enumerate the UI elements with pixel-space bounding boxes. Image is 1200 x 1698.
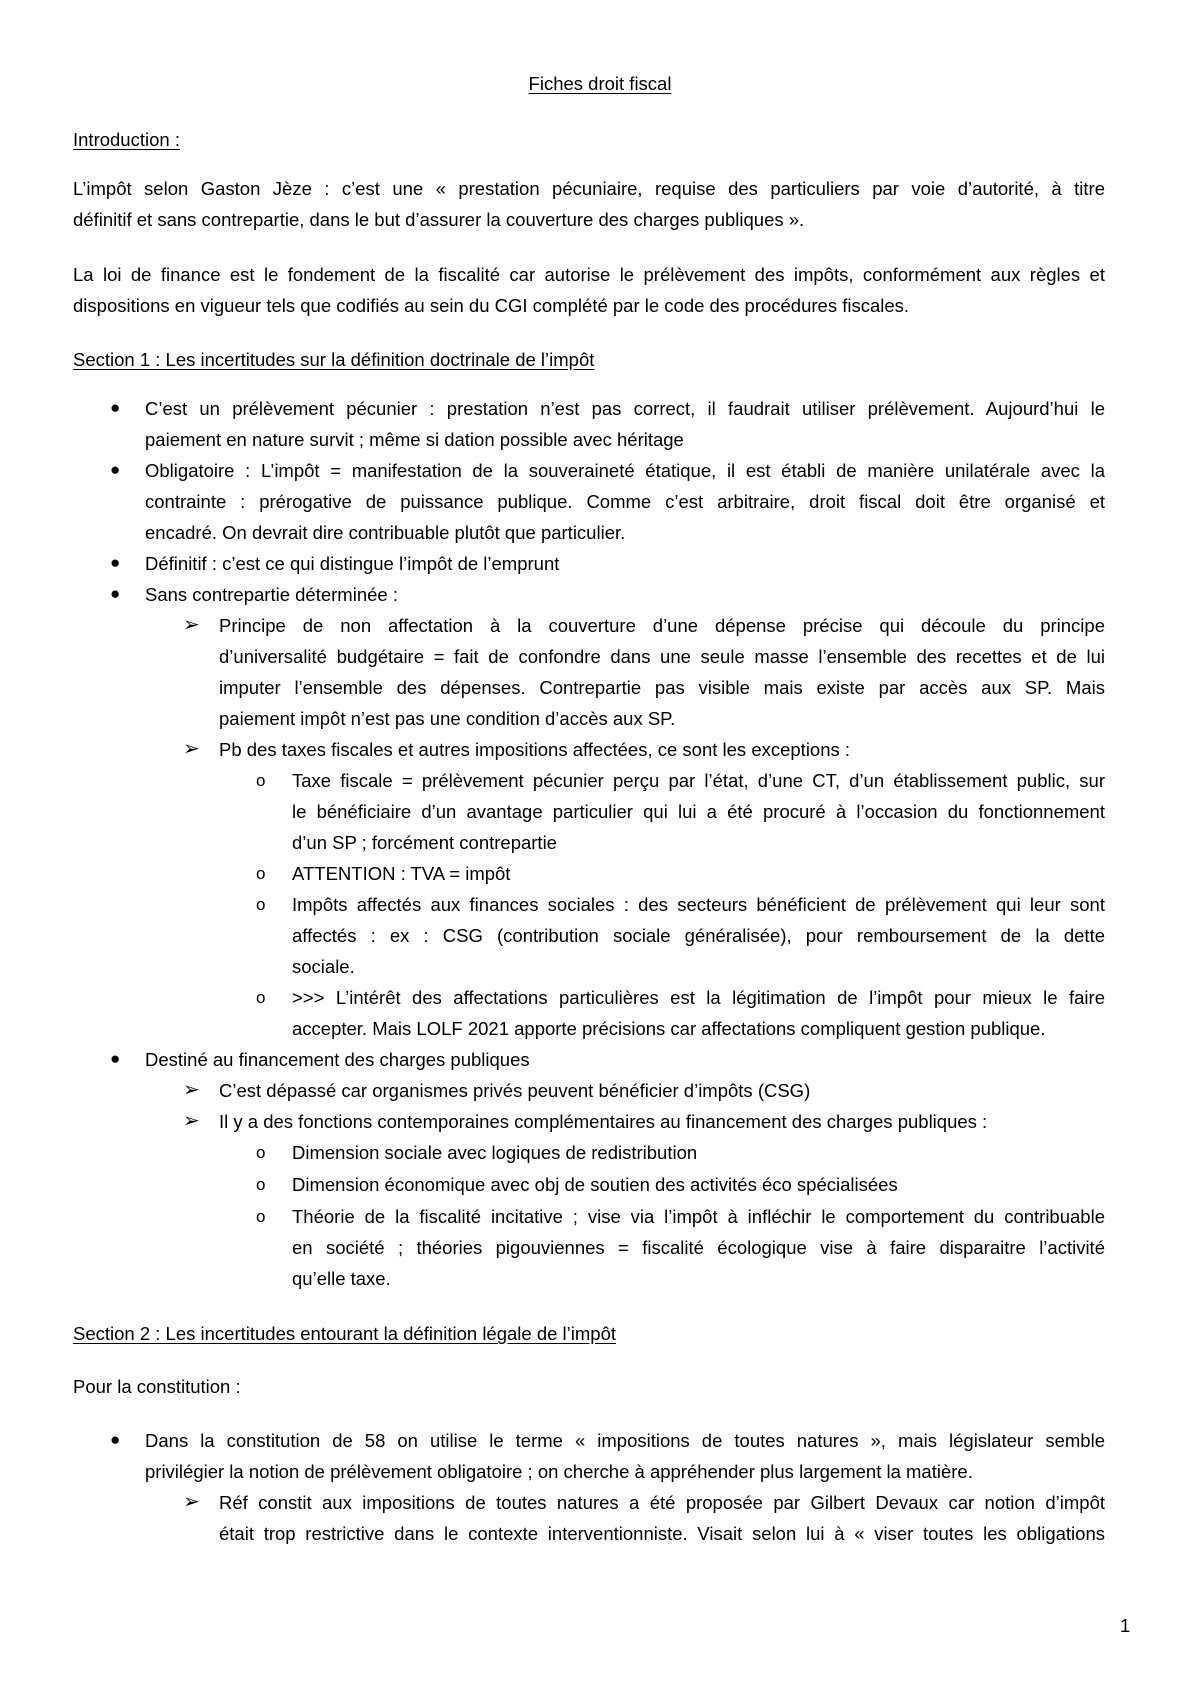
list-item-line: Destiné au financement des charges publiques xyxy=(145,1049,530,1070)
list-item-line: sociale. xyxy=(292,956,355,977)
list-item-line: contrainte : prérogative de puissance publique. Comme c’est arbitraire, droit fiscal doit être organisé et xyxy=(145,491,1105,512)
circle-bullet-icon: o xyxy=(256,864,266,883)
list-item-line: Dans la constitution de 58 on utilise le terme « impositions de toutes natures », mais législateur semble xyxy=(145,1430,1105,1451)
bullet-icon: ● xyxy=(110,584,121,603)
list-item-line: C’est un prélèvement pécunier : prestation n’est pas correct, il faudrait utiliser prélèvement. Aujourd’hui le xyxy=(145,398,1105,419)
list-item-line: Dimension sociale avec logiques de redistribution xyxy=(292,1142,698,1163)
bullet-icon: ● xyxy=(110,398,121,417)
section-2-intro: Pour la constitution : xyxy=(73,1376,241,1397)
page-number: 1 xyxy=(1120,1615,1131,1636)
list-item-line: d’universalité budgétaire = fait de confondre dans une seule masse l’ensemble des recettes et de lui xyxy=(219,646,1105,667)
list-item-line: Réf constit aux impositions de toutes natures a été proposée par Gilbert Devaux car notion d’impôt xyxy=(219,1492,1105,1513)
list-item-line: le bénéficiaire d’un avantage particulier qui lui a été procuré à l’occasion du fonctionnement xyxy=(292,801,1105,822)
circle-bullet-icon: o xyxy=(256,1207,266,1226)
circle-bullet-icon: o xyxy=(256,771,266,790)
list-item-line: Sans contrepartie déterminée : xyxy=(145,584,398,605)
bullet-icon: ● xyxy=(110,553,121,572)
intro-paragraph-1-line: L’impôt selon Gaston Jèze : c’est une « prestation pécuniaire, requise des particuliers par voie d’autorité, à titre xyxy=(73,178,1105,199)
list-item-line: privilégier la notion de prélèvement obligatoire ; on cherche à appréhender plus largement la matière. xyxy=(145,1461,973,1482)
list-item-line: Pb des taxes fiscales et autres impositions affectées, ce sont les exceptions : xyxy=(219,739,851,760)
arrow-bullet-icon: ➢ xyxy=(183,1491,200,1513)
bullet-icon: ● xyxy=(110,1430,121,1449)
list-item-line: Dimension économique avec obj de soutien des activités éco spécialisées xyxy=(292,1174,898,1195)
bullet-icon: ● xyxy=(110,1049,121,1068)
introduction-heading: Introduction : xyxy=(73,129,180,150)
bullet-icon: ● xyxy=(110,460,121,479)
list-item-line: accepter. Mais LOLF 2021 apporte précisions car affectations compliquent gestion publique. xyxy=(292,1018,1046,1039)
arrow-bullet-icon: ➢ xyxy=(183,738,200,760)
list-item-line: d’un SP ; forcément contrepartie xyxy=(292,832,557,853)
list-item-line: ATTENTION : TVA = impôt xyxy=(292,863,511,884)
circle-bullet-icon: o xyxy=(256,988,266,1007)
list-item-line: encadré. On devrait dire contribuable plutôt que particulier. xyxy=(145,522,626,543)
list-item-line: Théorie de la fiscalité incitative ; vise via l’impôt à infléchir le comportement du contribuable xyxy=(292,1206,1105,1227)
list-item-line: imputer l’ensemble des dépenses. Contrepartie pas visible mais existe par accès aux SP. Mais xyxy=(219,677,1105,698)
arrow-bullet-icon: ➢ xyxy=(183,614,200,636)
list-item-line: C’est dépassé car organismes privés peuvent bénéficier d’impôts (CSG) xyxy=(219,1080,811,1101)
list-item-line: >>> L’intérêt des affectations particulières est la légitimation de l’impôt pour mieux le faire xyxy=(292,987,1105,1008)
list-item-line: Impôts affectés aux finances sociales : des secteurs bénéficient de prélèvement qui leur sont xyxy=(292,894,1105,915)
list-item-line: Principe de non affectation à la couverture d’une dépense précise qui découle du principe xyxy=(219,615,1105,636)
circle-bullet-icon: o xyxy=(256,895,266,914)
document-title: Fiches droit fiscal xyxy=(528,73,672,94)
arrow-bullet-icon: ➢ xyxy=(183,1079,200,1101)
circle-bullet-icon: o xyxy=(256,1143,266,1162)
list-item-line: paiement en nature survit ; même si dation possible avec héritage xyxy=(145,429,684,450)
list-item-line: qu’elle taxe. xyxy=(292,1268,391,1289)
section-1-heading: Section 1 : Les incertitudes sur la définition doctrinale de l’impôt xyxy=(73,349,595,370)
circle-bullet-icon: o xyxy=(256,1175,266,1194)
intro-paragraph-2-line: La loi de finance est le fondement de la fiscalité car autorise le prélèvement des impôts, conformément aux règles et xyxy=(73,264,1105,285)
intro-paragraph-1-line: définitif et sans contrepartie, dans le but d’assurer la couverture des charges publiques ». xyxy=(73,209,805,230)
list-item-line: Il y a des fonctions contemporaines complémentaires au financement des charges publiques : xyxy=(219,1111,988,1132)
intro-paragraph-2-line: dispositions en vigueur tels que codifiés au sein du CGI complété par le code des procédures fiscales. xyxy=(73,295,910,316)
list-item-line: était trop restrictive dans le contexte interventionniste. Visait selon lui à « viser toutes les obligations xyxy=(219,1523,1105,1544)
list-item-line: paiement impôt n’est pas une condition d’accès aux SP. xyxy=(219,708,676,729)
arrow-bullet-icon: ➢ xyxy=(183,1110,200,1132)
section-2-heading: Section 2 : Les incertitudes entourant la définition légale de l’impôt xyxy=(73,1323,617,1344)
list-item-line: Taxe fiscale = prélèvement pécunier perçu par l’état, d’une CT, d’un établissement public, sur xyxy=(292,770,1105,791)
list-item-line: Définitif : c’est ce qui distingue l’impôt de l’emprunt xyxy=(145,553,560,574)
list-item-line: Obligatoire : L’impôt = manifestation de la souveraineté étatique, il est établi de manière unilatérale avec la xyxy=(145,460,1105,481)
list-item-line: en société ; théories pigouviennes = fiscalité écologique vise à faire disparaitre l’activité xyxy=(292,1237,1105,1258)
list-item-line: affectés : ex : CSG (contribution sociale généralisée), pour remboursement de la dette xyxy=(292,925,1105,946)
